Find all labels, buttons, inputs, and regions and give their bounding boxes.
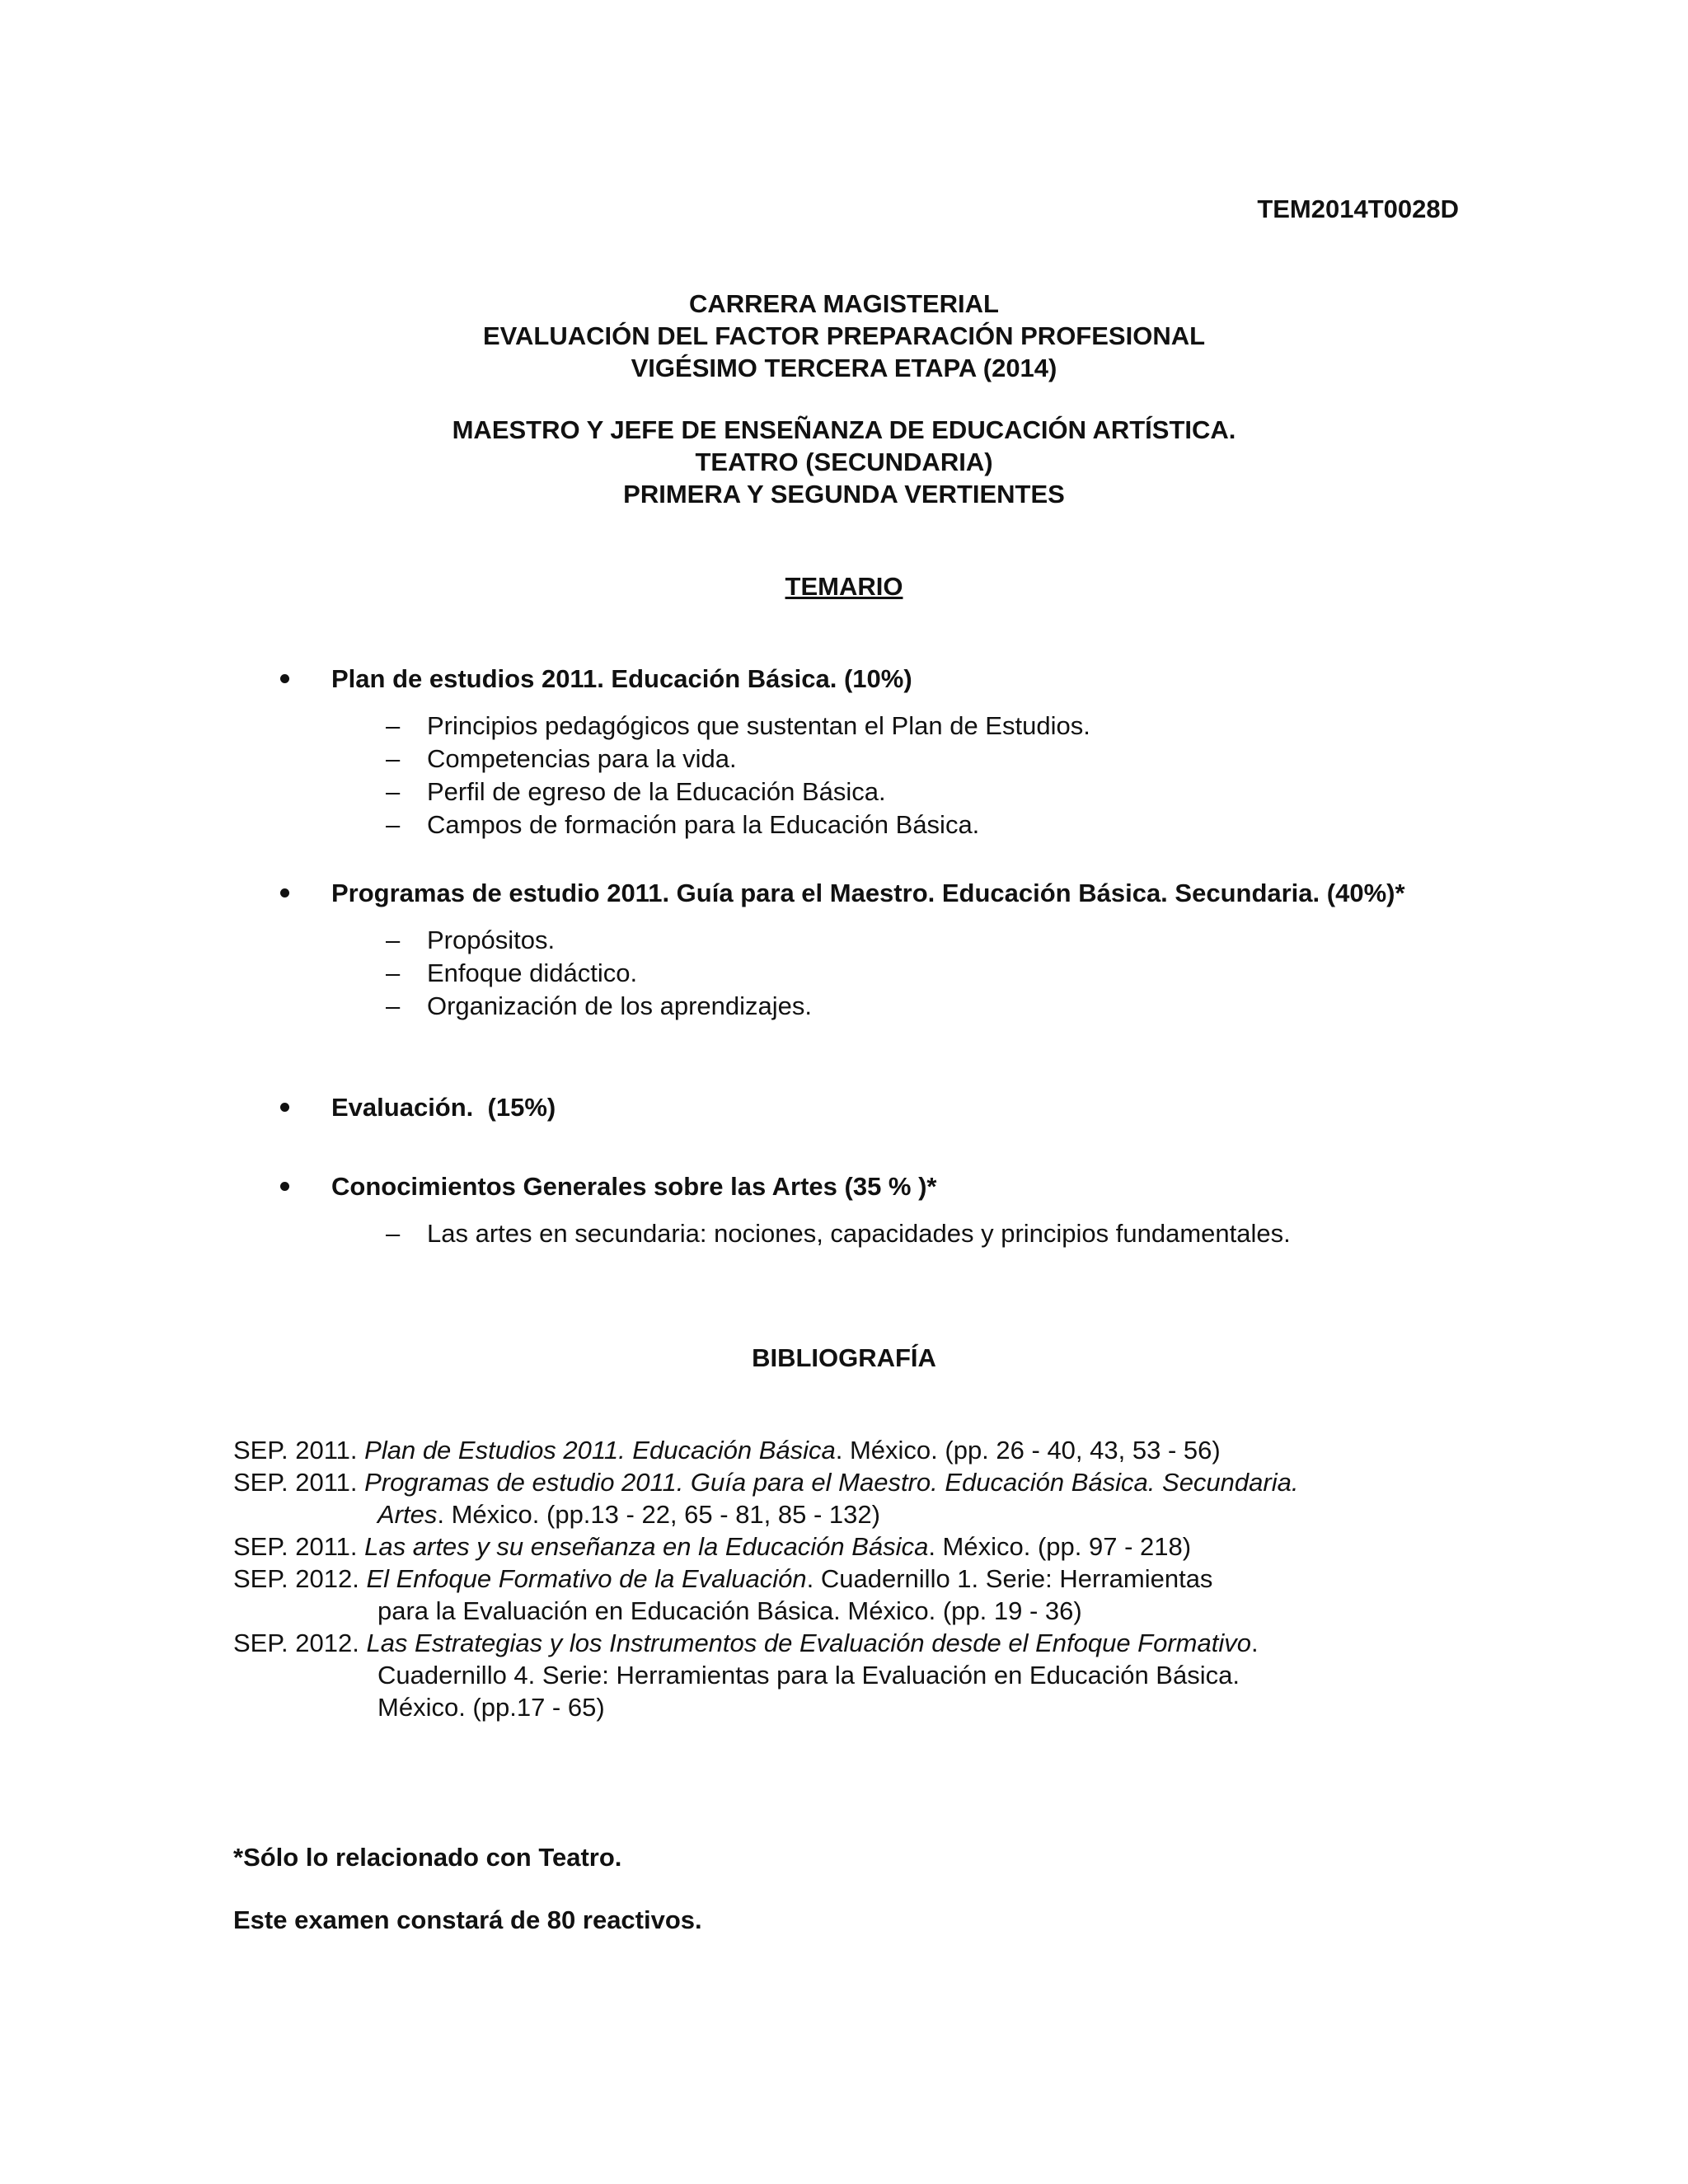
program-header	[0, 288, 1688, 384]
bibliography-continuation: Cuadernillo 4. Serie: Herramientas para la Evaluación en Educación Básica.	[377, 1661, 1240, 1690]
bibliography-entry: SEP. 2011. Plan de Estudios 2011. Educación Básica. México. (pp. 26 - 40, 43, 53 - 56)	[233, 1436, 1221, 1465]
exam-note: Este examen constará de 80 reactivos.	[233, 1905, 702, 1934]
bibliography-list	[233, 1434, 1453, 1723]
subtopic-item: – Enfoque didáctico.	[386, 958, 638, 987]
topic-item	[280, 877, 1409, 1023]
subtopic-item: – Las artes en secundaria: nociones, capacidades y principios fundamentales.	[386, 1219, 1291, 1248]
header-line: TEATRO (SECUNDARIA)	[695, 448, 993, 476]
bibliography-entry: SEP. 2011. Programas de estudio 2011. Guía para el Maestro. Educación Básica. Secundaria.	[233, 1468, 1299, 1497]
topic-title: Plan de estudios 2011. Educación Básica. (10%)	[280, 663, 1409, 695]
bibliography-title: BIBLIOGRAFÍA	[752, 1343, 936, 1372]
topic-item	[280, 1170, 1409, 1250]
bibliography-continuation: Artes. México. (pp.13 - 22, 65 - 81, 85 - 132)	[377, 1500, 880, 1529]
header-line: EVALUACIÓN DEL FACTOR PREPARACIÓN PROFESIONAL	[482, 321, 1206, 350]
subtopic-item: – Campos de formación para la Educación Básica.	[386, 810, 980, 839]
header-line: CARRERA MAGISTERIAL	[688, 289, 999, 318]
document-code: TEM2014T0028D	[1257, 194, 1459, 223]
bullet-icon	[280, 888, 289, 898]
temario-title: TEMARIO	[785, 572, 903, 601]
topic-item	[280, 1091, 1409, 1123]
topic-title: Evaluación. (15%)	[280, 1091, 1409, 1123]
bullet-icon	[280, 674, 289, 683]
subtopic-item: – Principios pedagógicos que sustentan el Plan de Estudios.	[386, 711, 1090, 740]
bullet-icon	[280, 1103, 289, 1112]
bibliography-continuation: México. (pp.17 - 65)	[377, 1693, 605, 1722]
bibliography-entry: SEP. 2012. El Enfoque Formativo de la Evaluación. Cuadernillo 1. Serie: Herramientas	[233, 1564, 1213, 1593]
footnote-teatro: *Sólo lo relacionado con Teatro.	[233, 1843, 622, 1872]
subtopic-item: – Propósitos.	[386, 926, 556, 954]
subtopic-item: – Organización de los aprendizajes.	[386, 991, 812, 1020]
header-line: VIGÉSIMO TERCERA ETAPA (2014)	[631, 354, 1057, 382]
topic-item	[280, 663, 1409, 841]
subtopic-list	[280, 1217, 1409, 1250]
header-line: MAESTRO Y JEFE DE ENSEÑANZA DE EDUCACIÓN ARTÍSTICA.	[452, 415, 1236, 444]
subtopic-list	[280, 924, 1409, 1023]
bullet-icon	[280, 1182, 289, 1191]
bibliography-continuation: para la Evaluación en Educación Básica. México. (pp. 19 - 36)	[377, 1596, 1082, 1625]
topic-title: Conocimientos Generales sobre las Artes (35 % )*	[280, 1170, 1409, 1202]
topic-title: Programas de estudio 2011. Guía para el Maestro. Educación Básica. Secundaria. (40%)*	[280, 877, 1409, 909]
bibliography-entry: SEP. 2012. Las Estrategias y los Instrumentos de Evaluación desde el Enfoque Formativo.	[233, 1629, 1259, 1657]
header-line: PRIMERA Y SEGUNDA VERTIENTES	[623, 480, 1065, 509]
bibliography-entry: SEP. 2011. Las artes y su enseñanza en la Educación Básica. México. (pp. 97 - 218)	[233, 1532, 1192, 1561]
subtopic-list	[280, 710, 1409, 841]
subtopic-item: – Perfil de egreso de la Educación Básica.	[386, 777, 886, 806]
subject-header	[0, 414, 1688, 510]
subtopic-item: – Competencias para la vida.	[386, 744, 737, 773]
